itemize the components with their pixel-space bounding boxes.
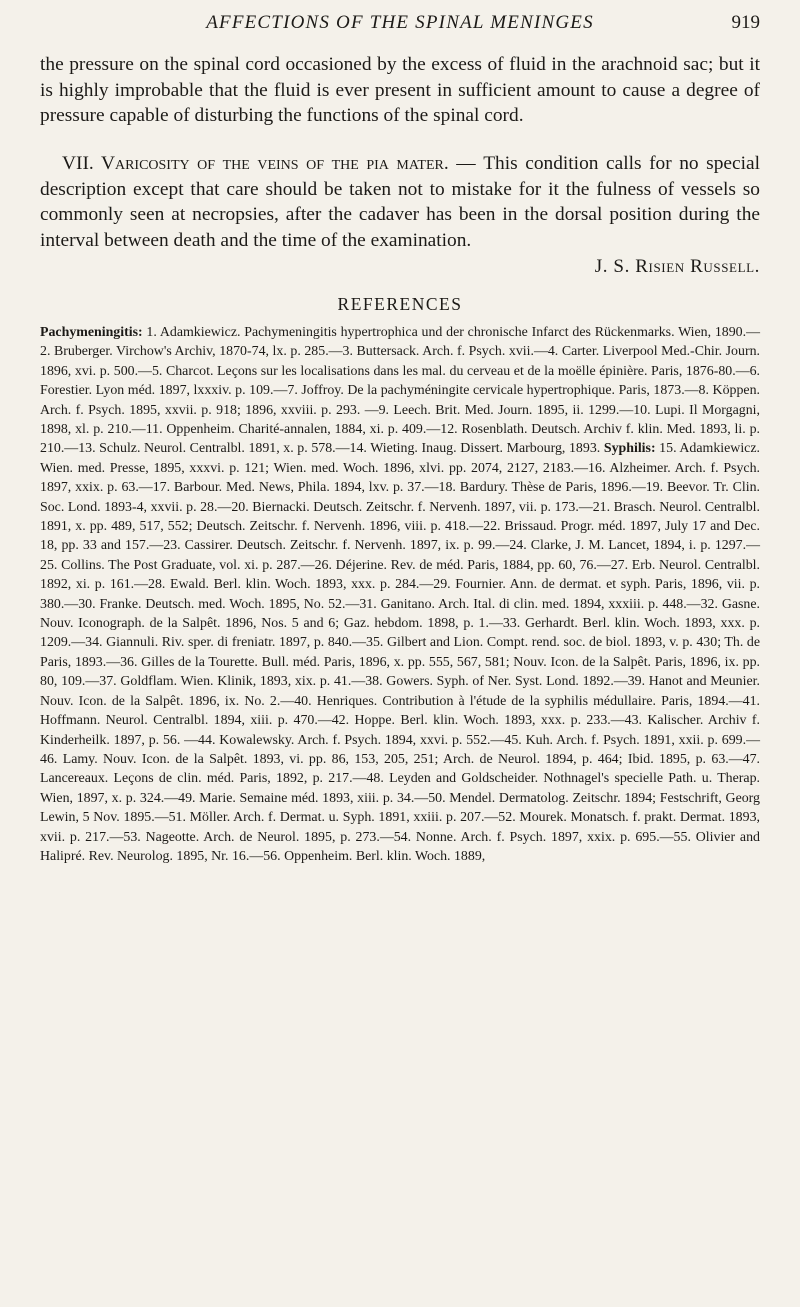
running-title: AFFECTIONS OF THE SPINAL MENINGES [206, 12, 594, 33]
references-list [40, 323, 760, 866]
intro-paragraph: the pressure on the spinal cord occasioned by the excess of fluid in the arachnoid sac; but it is highly improbable that the fluid is ever present in sufficient amount to cause a degree of pressure capable of disturbing the functions of the spinal cord. [40, 54, 760, 127]
page-number: 919 [731, 12, 760, 33]
section-vii-text: This condition calls for no special description except that care should be taken not to mistake for it the fulness of vessels so commonly seen at necropsies, after the cadaver has been in the dorsal position during the interval between death and the time of the examination. [40, 152, 760, 252]
references-heading: REFERENCES [337, 293, 463, 314]
section-vii-paragraph [40, 151, 760, 254]
syphilis-label: Syphilis: [603, 441, 656, 457]
pachymeningitis-label: Pachymeningitis: [40, 324, 143, 340]
section-vii-heading: VII. Varicosity of the veins of the pia mater. — [62, 152, 484, 174]
page-header [40, 0, 760, 52]
syphilis-references: 15. Adamkiewicz. Wien. med. Presse, 1895, xxxvi. p. 121; Wien. med. Woch. 1896, xlvi. pp. 2074, 2127, 2183.—16. Alzheimer. Arch. f. Psych. 1897, xxix. p. 63.—17. Barbour. Med. News, Phila. 1894, lxv. p. 37.—18. Bardury. Thèse de Paris, 1896.—19. Beevor. Tr. Clin. Soc. Lond. 1893-4, xxvii. p. 28.—20. Biernacki. Deutsch. Zeitschr. f. Nervenh. 1897, vii. p. 173.—21. Brasch. Neurol. Centralbl. 1891, x. pp. 489, 517, 552; Deutsch. Zeitschr. f. Nervenh. 1896, viii. p. 418.—22. Brissaud. Progr. méd. 1897, July 17 and Dec. 18, pp. 33 and 157.—23. Cassirer. Deutsch. Zeitschr. f. Nervenh. 1897, ix. p. 99.—24. Clarke, J. M. Lancet, 1894, i. p. 1297.—25. Collins. The Post Graduate, vol. xi. p. 287.—26. Déjerine. Rev. de méd. Paris, 1884, pp. 60, 76.—27. Erb. Neurol. Centralbl. 1892, xi. p. 161.—28. Ewald. Berl. klin. Woch. 1893, xxx. p. 284.—29. Fournier. Ann. de dermat. et syph. Paris, 1896, vii. p. 380.—30. Franke. Deutsch. med. Woch. 1895, No. 52.—31. Ganitano. Arch. Ital. di clin. med. 1894, xxxiii. p. 448.—32. Gasne. Nouv. Iconograph. de la Salpêt. 1896, Nos. 5 and 6; Gaz. hebdom. 1898, p. 1.—33. Gerhardt. Berl. klin. Woch. 1893, xxx. p. 1209.—34. Giannuli. Riv. sper. di freniatr. 1897, p. 840.—35. Gilbert and Lion. Compt. rend. soc. de biol. 1893, v. p. 430; Th. de Paris, 1893.—36. Gilles de la Tourette. Bull. méd. Paris, 1896, x. pp. 555, 567, 581; Nouv. Icon. de la Salpêt. Paris, 1896, ix. pp. 80, 109.—37. Goldflam. Wien. Klinik, 1893, xix. p. 41.—38. Gowers. Syph. of Ner. Syst. Lond. 1892.—39. Hanot and Meunier. Nouv. Icon. de la Salpêt. 1896, ix. No. 2.—40. Henriques. Contribution à l'étude de la syphilis médullaire. Paris, 1894.—41. Hoffmann. Neurol. Centralbl. 1894, xiii. p. 470.—42. Hoppe. Berl. klin. Woch. 1893, xxx. p. 233.—43. Kalischer. Archiv f. Kinderheilk. 1897, p. 56. —44. Kowalewsky. Arch. f. Psych. 1894, xxvi. p. 552.—45. Kuh. Arch. f. Psych. 1891, xxii. p. 699.—46. Lamy. Nouv. Icon. de la Salpêt. 1893, vi. pp. 86, 153, 205, 251; Arch. de Neurol. 1894, p. 464; Ibid. 1895, p. 63.—47. Lancereaux. Leçons de clin. méd. Paris, 1892, p. 217.—48. Leyden and Goldscheider. Nothnagel's specielle Path. u. Therap. Wien, 1897, x. p. 324.—49. Marie. Semaine méd. 1893, xiii. p. 34.—50. Mendel. Dermatolog. Zeitschr. 1894; Festschrift, Georg Lewin, 5 Nov. 1895.—51. Möller. Arch. f. Dermat. u. Syph. 1891, xxiii. p. 207.—52. Mourek. Monatsch. f. prakt. Dermat. 1893, xvii. p. 217.—53. Nageotte. Arch. de Neurol. 1895, p. 273.—54. Nonne. Arch. f. Psych. 1897, xxix. p. 695.—55. Olivier and Halipré. Rev. Neurolog. 1895, Nr. 16.—56. Oppenheim. Berl. klin. Woch. 1889, [40, 441, 760, 864]
author-signature: J. S. Risien Russell. [594, 255, 760, 277]
pachymeningitis-references: 1. Adamkiewicz. Pachymeningitis hypertrophica und der chronische Infarct des Rückenmarks. Wien, 1890.—2. Bruberger. Virchow's Archiv, 1870-74, lx. p. 285.—3. Buttersack. Arch. f. Psych. xvii.—4. Carter. Liverpool Med.-Chir. Journ. 1896, xvi. p. 500.—5. Charcot. Leçons sur les localisations dans les mal. du cerveau et de la moëlle épinière. Paris, 1876-80.—6. Forestier. Lyon méd. 1897, lxxxiv. p. 109.—7. Joffroy. De la pachyméningite cervicale hypertrophique. Paris, 1873.—8. Köppen. Arch. f. Psych. 1895, xxvii. p. 918; 1896, xxviii. p. 293. —9. Leech. Brit. Med. Journ. 1895, ii. 1299.—10. Lupi. Il Morgagni, 1898, xl. p. 210.—11. Oppenheim. Charité-annalen, 1884, xi. p. 409.—12. Rosenblath. Deutsch. Archiv f. klin. Med. 1893, li. p. 210.—13. Schulz. Neurol. Centralbl. 1891, x. p. 578.—14. Wieting. Inaug. Dissert. Marbourg, 1893. [40, 324, 760, 457]
